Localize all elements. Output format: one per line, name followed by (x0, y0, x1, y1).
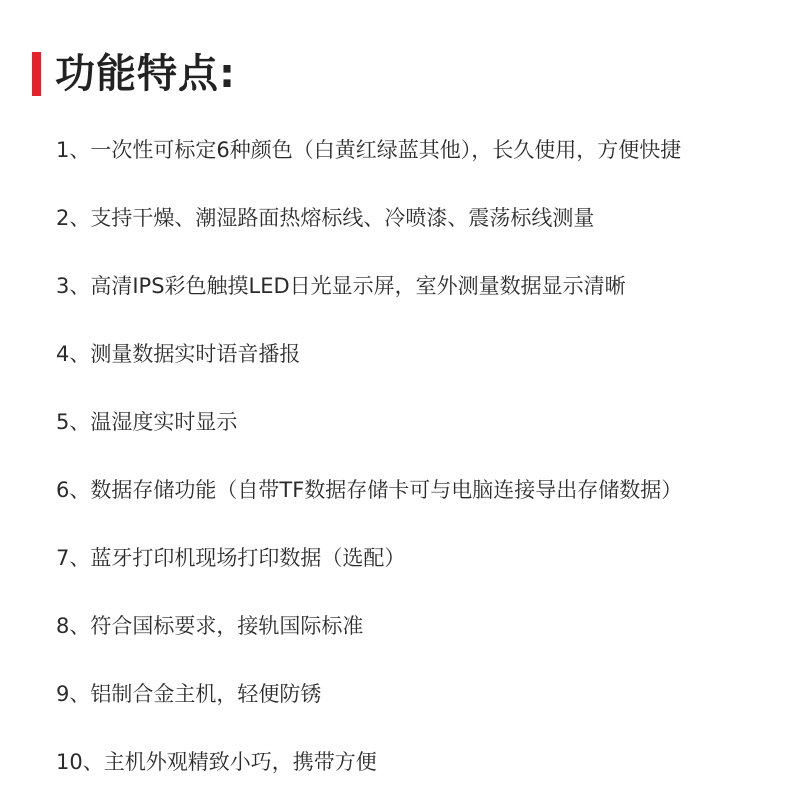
section-header (32, 48, 236, 100)
feature-item-1: 1、一次性可标定6种颜色（白黄红绿蓝其他），长久使用，方便快捷 (56, 138, 682, 162)
page-title: 功能特点: (55, 51, 236, 97)
feature-list (56, 115, 786, 795)
feature-item-7: 7、蓝牙打印机现场打印数据（选配） (56, 545, 406, 570)
feature-item-6: 6、数据存储功能（自带TF数据存储卡可与电脑连接导出存储数据） (56, 477, 683, 502)
feature-item-5: 5、温湿度实时显示 (56, 409, 238, 434)
feature-item-9: 9、铝制合金主机，轻便防锈 (56, 681, 322, 706)
feature-item-10: 10、主机外观精致小巧，携带方便 (56, 749, 377, 774)
feature-item-4: 4、测量数据实时语音播报 (56, 341, 301, 366)
feature-item-2: 2、支持干燥、潮湿路面热熔标线、冷喷漆、震荡标线测量 (56, 205, 595, 230)
feature-item-8: 8、符合国标要求，接轨国际标准 (56, 613, 364, 638)
accent-bar (32, 52, 41, 96)
feature-item-3: 3、高清IPS彩色触摸LED日光显示屏，室外测量数据显示清晰 (56, 273, 626, 298)
